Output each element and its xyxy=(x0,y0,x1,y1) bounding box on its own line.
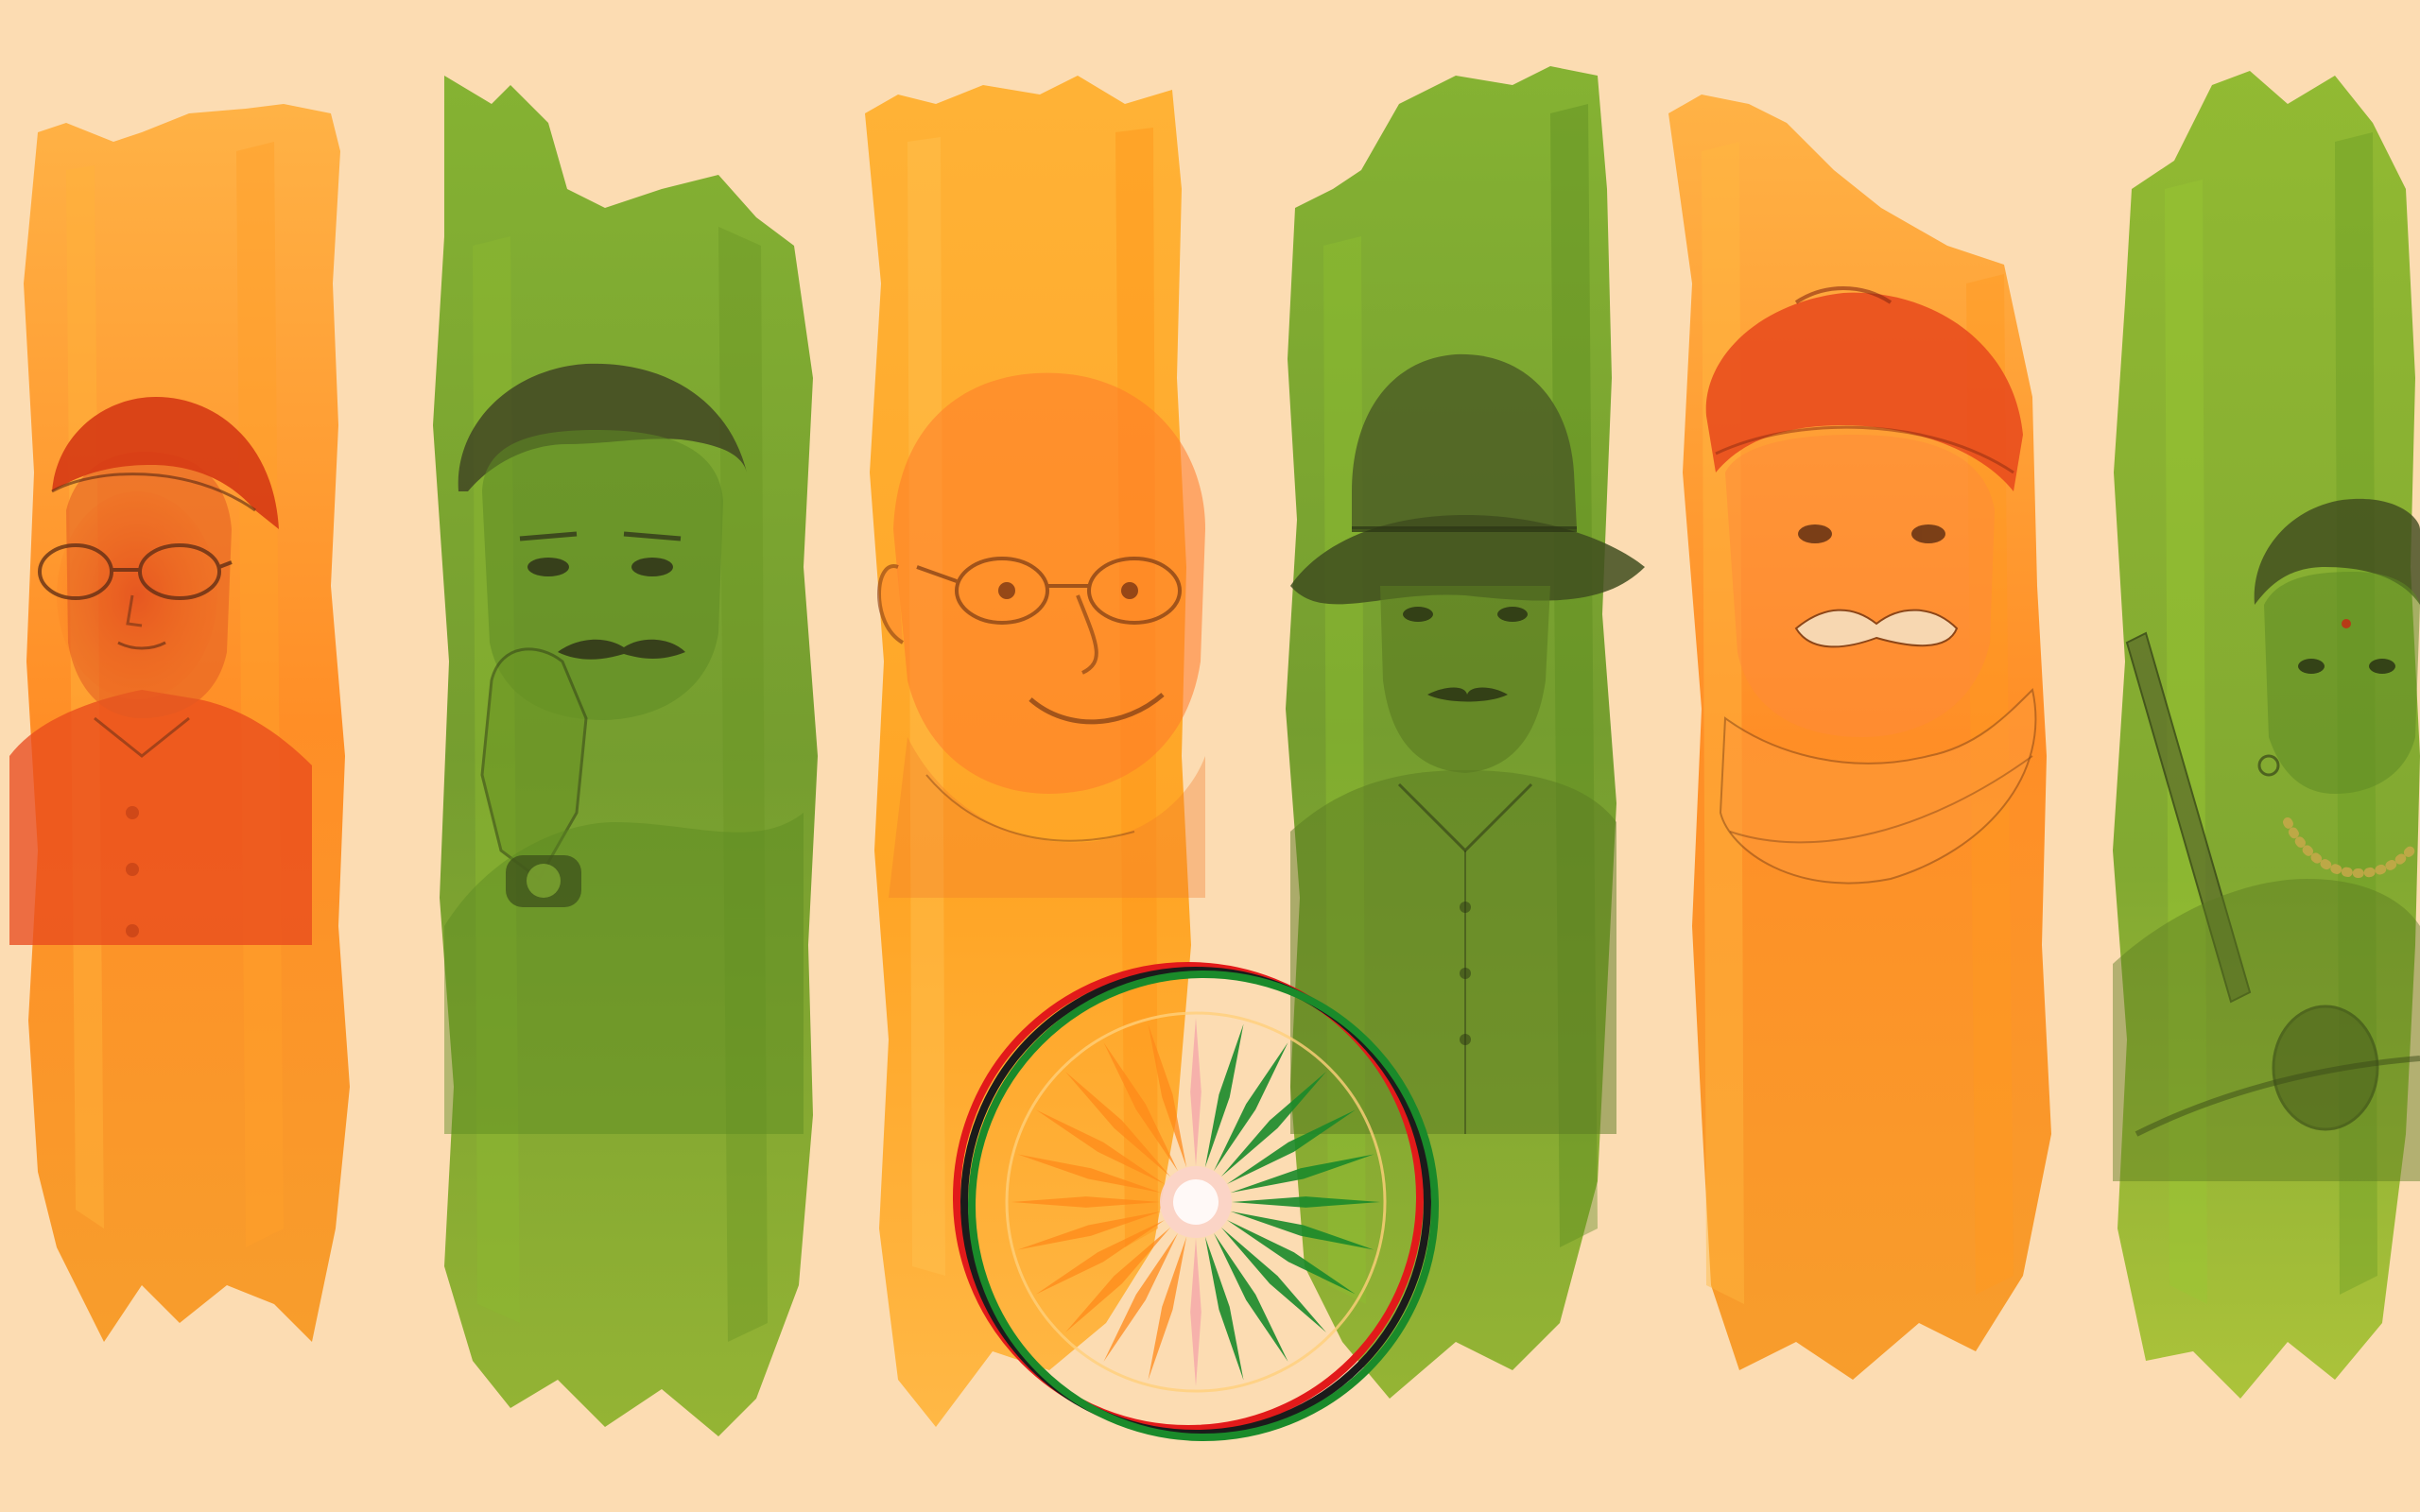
chakra-spoke xyxy=(1149,1237,1187,1381)
chakra-spoke xyxy=(1190,1238,1201,1386)
chakra-spoke xyxy=(1205,1237,1244,1381)
portrait-figure-turban-mustache xyxy=(1706,288,2036,884)
chakra-spoke xyxy=(1190,1018,1201,1166)
chakra-spoke xyxy=(1205,1024,1244,1168)
